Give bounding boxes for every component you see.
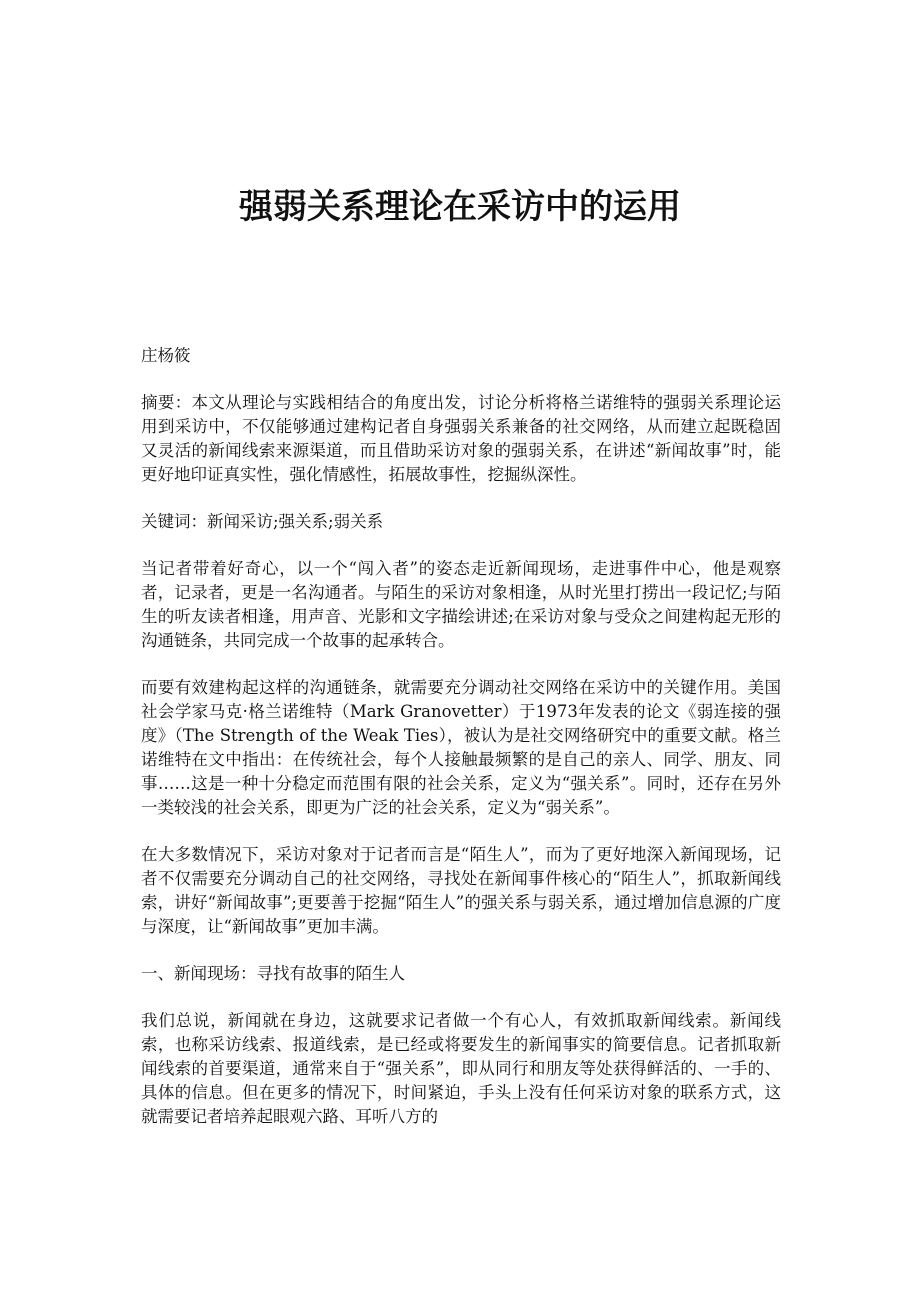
body-paragraph-4: 我们总说，新闻就在身边，这就要求记者做一个有心人，有效抓取新闻线索。新闻线索，也称采访线索、报道线索，是已经或将要发生的新闻事实的简要信息。记者抓取新闻线索的首要渠道，通常来自于“强关系”，即从同行和朋友等处获得鲜活的、一手的、具体的信息。但在更多的情况下，时间紧迫，手头上没有任何采访对象的联系方式，这就需要记者培养起眼观六路、耳听八方的 bbox=[141, 1011, 781, 1126]
body-paragraph-3: 在大多数情况下，采访对象对于记者而言是“陌生人”，而为了更好地深入新闻现场，记者不仅需要充分调动自己的社交网络，寻找处在新闻事件核心的“陌生人”，抓取新闻线索，讲好“新闻故事”;更要善于挖掘“陌生人”的强关系与弱关系，通过增加信息源的广度与深度，让“新闻故事”更加丰满。 bbox=[141, 845, 781, 936]
document-body bbox=[141, 344, 781, 1152]
abstract-paragraph: 摘要：本文从理论与实践相结合的角度出发，讨论分析将格兰诺维特的强弱关系理论运用到采访中，不仅能够通过建构记者自身强弱关系兼备的社交网络，从而建立起既稳固又灵活的新闻线索来源渠道，而且借助采访对象的强弱关系，在讲述“新闻故事”时，能更好地印证真实性，强化情感性，拓展故事性，挖掘纵深性。 bbox=[141, 393, 781, 484]
document-title: 强弱关系理论在采访中的运用 bbox=[239, 187, 681, 227]
keywords-line: 关键词：新闻采访;强关系;弱关系 bbox=[141, 512, 384, 531]
section-heading-1: 一、新闻现场：寻找有故事的陌生人 bbox=[141, 964, 405, 983]
body-paragraph-1: 当记者带着好奇心，以一个“闯入者”的姿态走近新闻现场，走进事件中心，他是观察者，记录者，更是一名沟通者。与陌生的采访对象相逢，从时光里打捞出一段记忆;与陌生的听友读者相逢，用声音、光影和文字描绘讲述;在采访对象与受众之间建构起无形的沟通链条，共同完成一个故事的起承转合。 bbox=[141, 559, 781, 650]
author-line: 庄杨筱 bbox=[141, 346, 191, 365]
body-paragraph-2: 而要有效建构起这样的沟通链条，就需要充分调动社交网络在采访中的关键作用。美国社会学家马克·格兰诺维特（Mark Granovetter）于1973年发表的论文《弱连接的强度》（The Strength of the Weak Ties），被认为是社交网络研究中的重要文献。格兰诺维特在文中指出：在传统社会，每个人接触最频繁的是自己的亲人、同学、朋友、同事……这是一种十分稳定而范围有限的社会关系，定义为“强关系”。同时，还存在另外一类较浅的社会关系，即更为广泛的社会关系，定义为“弱关系”。 bbox=[141, 678, 781, 817]
